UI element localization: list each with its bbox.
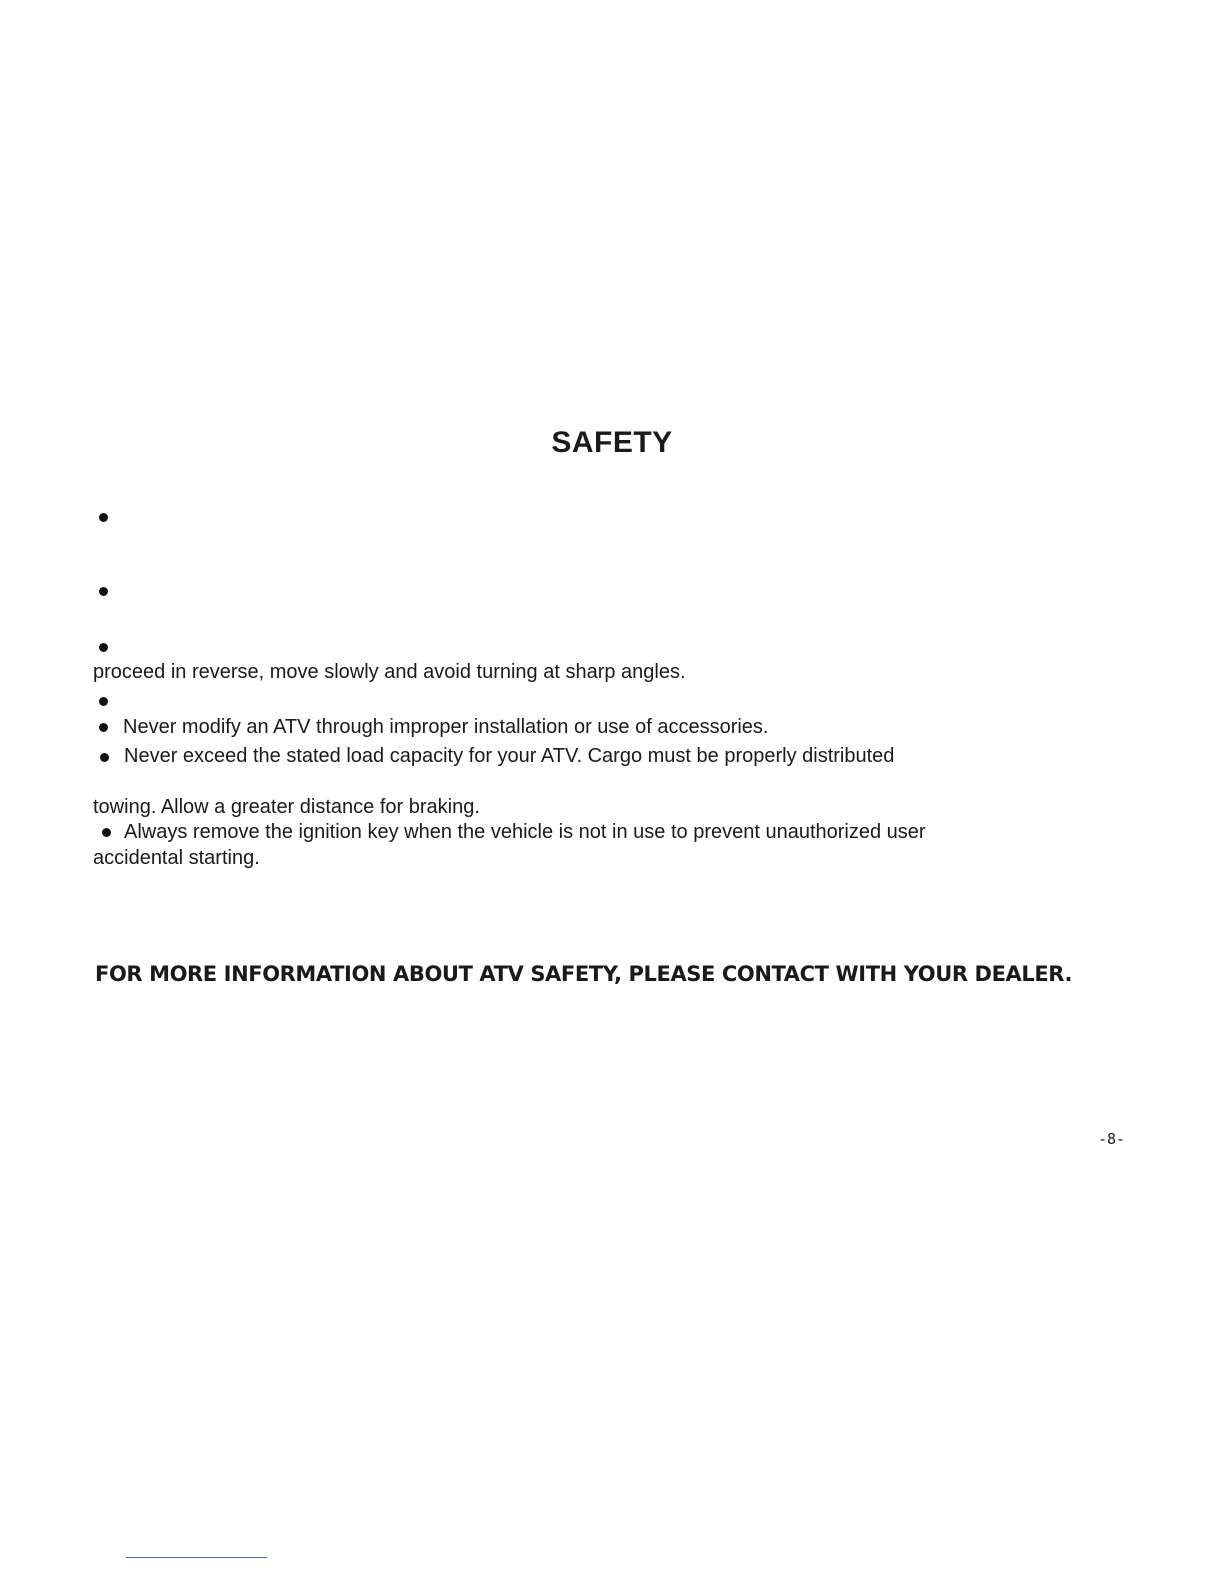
bottom-rule <box>126 1557 267 1558</box>
bullet-icon <box>102 828 111 837</box>
page-title: SAFETY <box>551 426 673 459</box>
bullet-icon <box>99 697 108 706</box>
bullet-icon <box>99 723 108 732</box>
bullet-icon <box>99 643 108 652</box>
body-line-modify: Never modify an ATV through improper installation or use of accessories. <box>123 716 769 738</box>
bullet-icon <box>99 587 108 596</box>
body-line-reverse: proceed in reverse, move slowly and avoid turning at sharp angles. <box>93 661 686 683</box>
body-line-ignition-key: Always remove the ignition key when the vehicle is not in use to prevent unauthorized user <box>124 821 926 843</box>
safety-contact-note: FOR MORE INFORMATION ABOUT ATV SAFETY, PLEASE CONTACT WITH YOUR DEALER. <box>95 962 1073 986</box>
bullet-icon <box>99 513 108 522</box>
body-line-towing: towing. Allow a greater distance for braking. <box>93 796 480 818</box>
page-number: -8- <box>1098 1130 1126 1148</box>
bullet-icon <box>100 753 109 762</box>
body-line-accidental-starting: accidental starting. <box>93 847 260 869</box>
body-line-load-capacity: Never exceed the stated load capacity for your ATV. Cargo must be properly distributed <box>124 745 895 767</box>
